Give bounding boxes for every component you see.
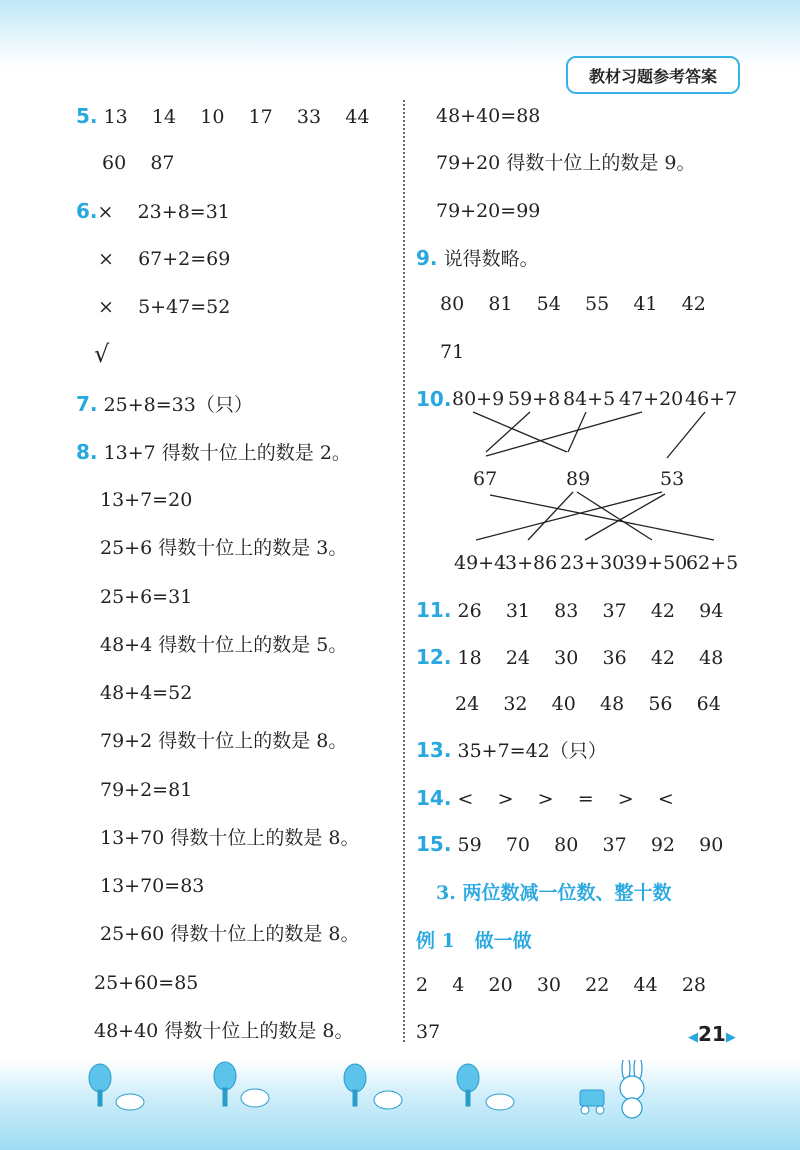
q10-middle-value: 67	[473, 468, 498, 490]
answer-line: × 67+2=69	[98, 248, 231, 270]
answer-line: × 5+47=52	[98, 296, 231, 318]
match-line	[577, 492, 652, 540]
q10-middle-value: 53	[660, 468, 685, 490]
bush-icon	[241, 1089, 269, 1107]
answer-line: 79+20 得数十位上的数是 9。	[436, 152, 696, 174]
q10-middle-value: 89	[566, 468, 591, 490]
tree-icon	[344, 1064, 366, 1092]
q10-top-expr: 47+20	[619, 388, 684, 410]
match-line	[486, 412, 642, 456]
answer-line: 25+60=85	[94, 972, 199, 994]
answer-line: 11. 26 31 83 37 42 94	[416, 598, 724, 622]
q10-top-expr: 46+7	[685, 388, 738, 410]
answer-line: 14. < > > = > <	[416, 786, 674, 810]
answer-line: 7. 25+8=33（只）	[76, 392, 253, 416]
answer-line: 37	[416, 1021, 441, 1043]
section-heading: 3. 两位数减一位数、整十数	[436, 882, 672, 904]
answer-line: 60 87	[102, 152, 175, 174]
answer-line: 24 32 40 48 56 64	[455, 693, 721, 715]
match-line	[667, 412, 705, 458]
answer-line: 79+20=99	[436, 200, 541, 222]
q10-bottom-expr: 39+50	[623, 552, 688, 574]
bush-icon	[374, 1091, 402, 1109]
question-10: 10.	[416, 387, 452, 411]
answer-line: 8. 13+7 得数十位上的数是 2。	[76, 440, 351, 464]
answer-line: 79+2=81	[100, 779, 193, 801]
answer-line: 25+60 得数十位上的数是 8。	[100, 923, 360, 945]
tree-icon	[214, 1062, 236, 1090]
page-number: ◀21▶	[688, 1022, 736, 1046]
bush-icon	[116, 1094, 144, 1110]
answer-line: 9. 说得数略。	[416, 246, 539, 270]
answer-line: 25+6=31	[100, 586, 193, 608]
answer-line: 48+40=88	[436, 105, 541, 127]
answer-line: 13+70=83	[100, 875, 205, 897]
bottom-decoration	[0, 1060, 800, 1150]
q10-top-expr: 80+9	[452, 388, 505, 410]
answer-line: 6.× 23+8=31	[76, 199, 230, 223]
q10-bottom-expr: 3+86	[505, 552, 558, 574]
bunny-icon	[620, 1060, 644, 1118]
match-line	[490, 495, 714, 540]
q10-top-expr: 84+5	[563, 388, 616, 410]
answer-line: 48+40 得数十位上的数是 8。	[94, 1020, 354, 1042]
match-line	[476, 492, 662, 540]
cart-icon	[580, 1090, 604, 1114]
answer-line: 15. 59 70 80 37 92 90	[416, 832, 724, 856]
answer-line: 79+2 得数十位上的数是 8。	[100, 730, 348, 752]
answer-line: 13+7=20	[100, 489, 193, 511]
bush-icon	[486, 1094, 514, 1110]
q10-bottom-expr: 23+30	[560, 552, 625, 574]
answer-line: 48+4=52	[100, 682, 193, 704]
answer-line: 80 81 54 55 41 42	[440, 293, 706, 315]
answer-line: 13+70 得数十位上的数是 8。	[100, 827, 360, 849]
tree-icon	[457, 1064, 479, 1092]
answer-line: 71	[440, 341, 465, 363]
example-heading: 例 1 做一做	[416, 930, 532, 952]
answer-line: 48+4 得数十位上的数是 5。	[100, 634, 348, 656]
check-mark: √	[94, 340, 110, 368]
answer-line: 5. 13 14 10 17 33 44	[76, 104, 370, 128]
answer-line: 12. 18 24 30 36 42 48	[416, 645, 724, 669]
answer-line: 25+6 得数十位上的数是 3。	[100, 537, 348, 559]
answer-line: 2 4 20 30 22 44 28	[416, 974, 707, 996]
match-line	[528, 492, 573, 540]
tree-icon	[89, 1064, 111, 1092]
q10-bottom-expr: 62+5	[686, 552, 739, 574]
q10-bottom-expr: 49+4	[454, 552, 507, 574]
header-title: 教材习题参考答案	[566, 56, 740, 94]
q10-top-expr: 59+8	[508, 388, 561, 410]
answer-line: 13. 35+7=42（只）	[416, 738, 607, 762]
